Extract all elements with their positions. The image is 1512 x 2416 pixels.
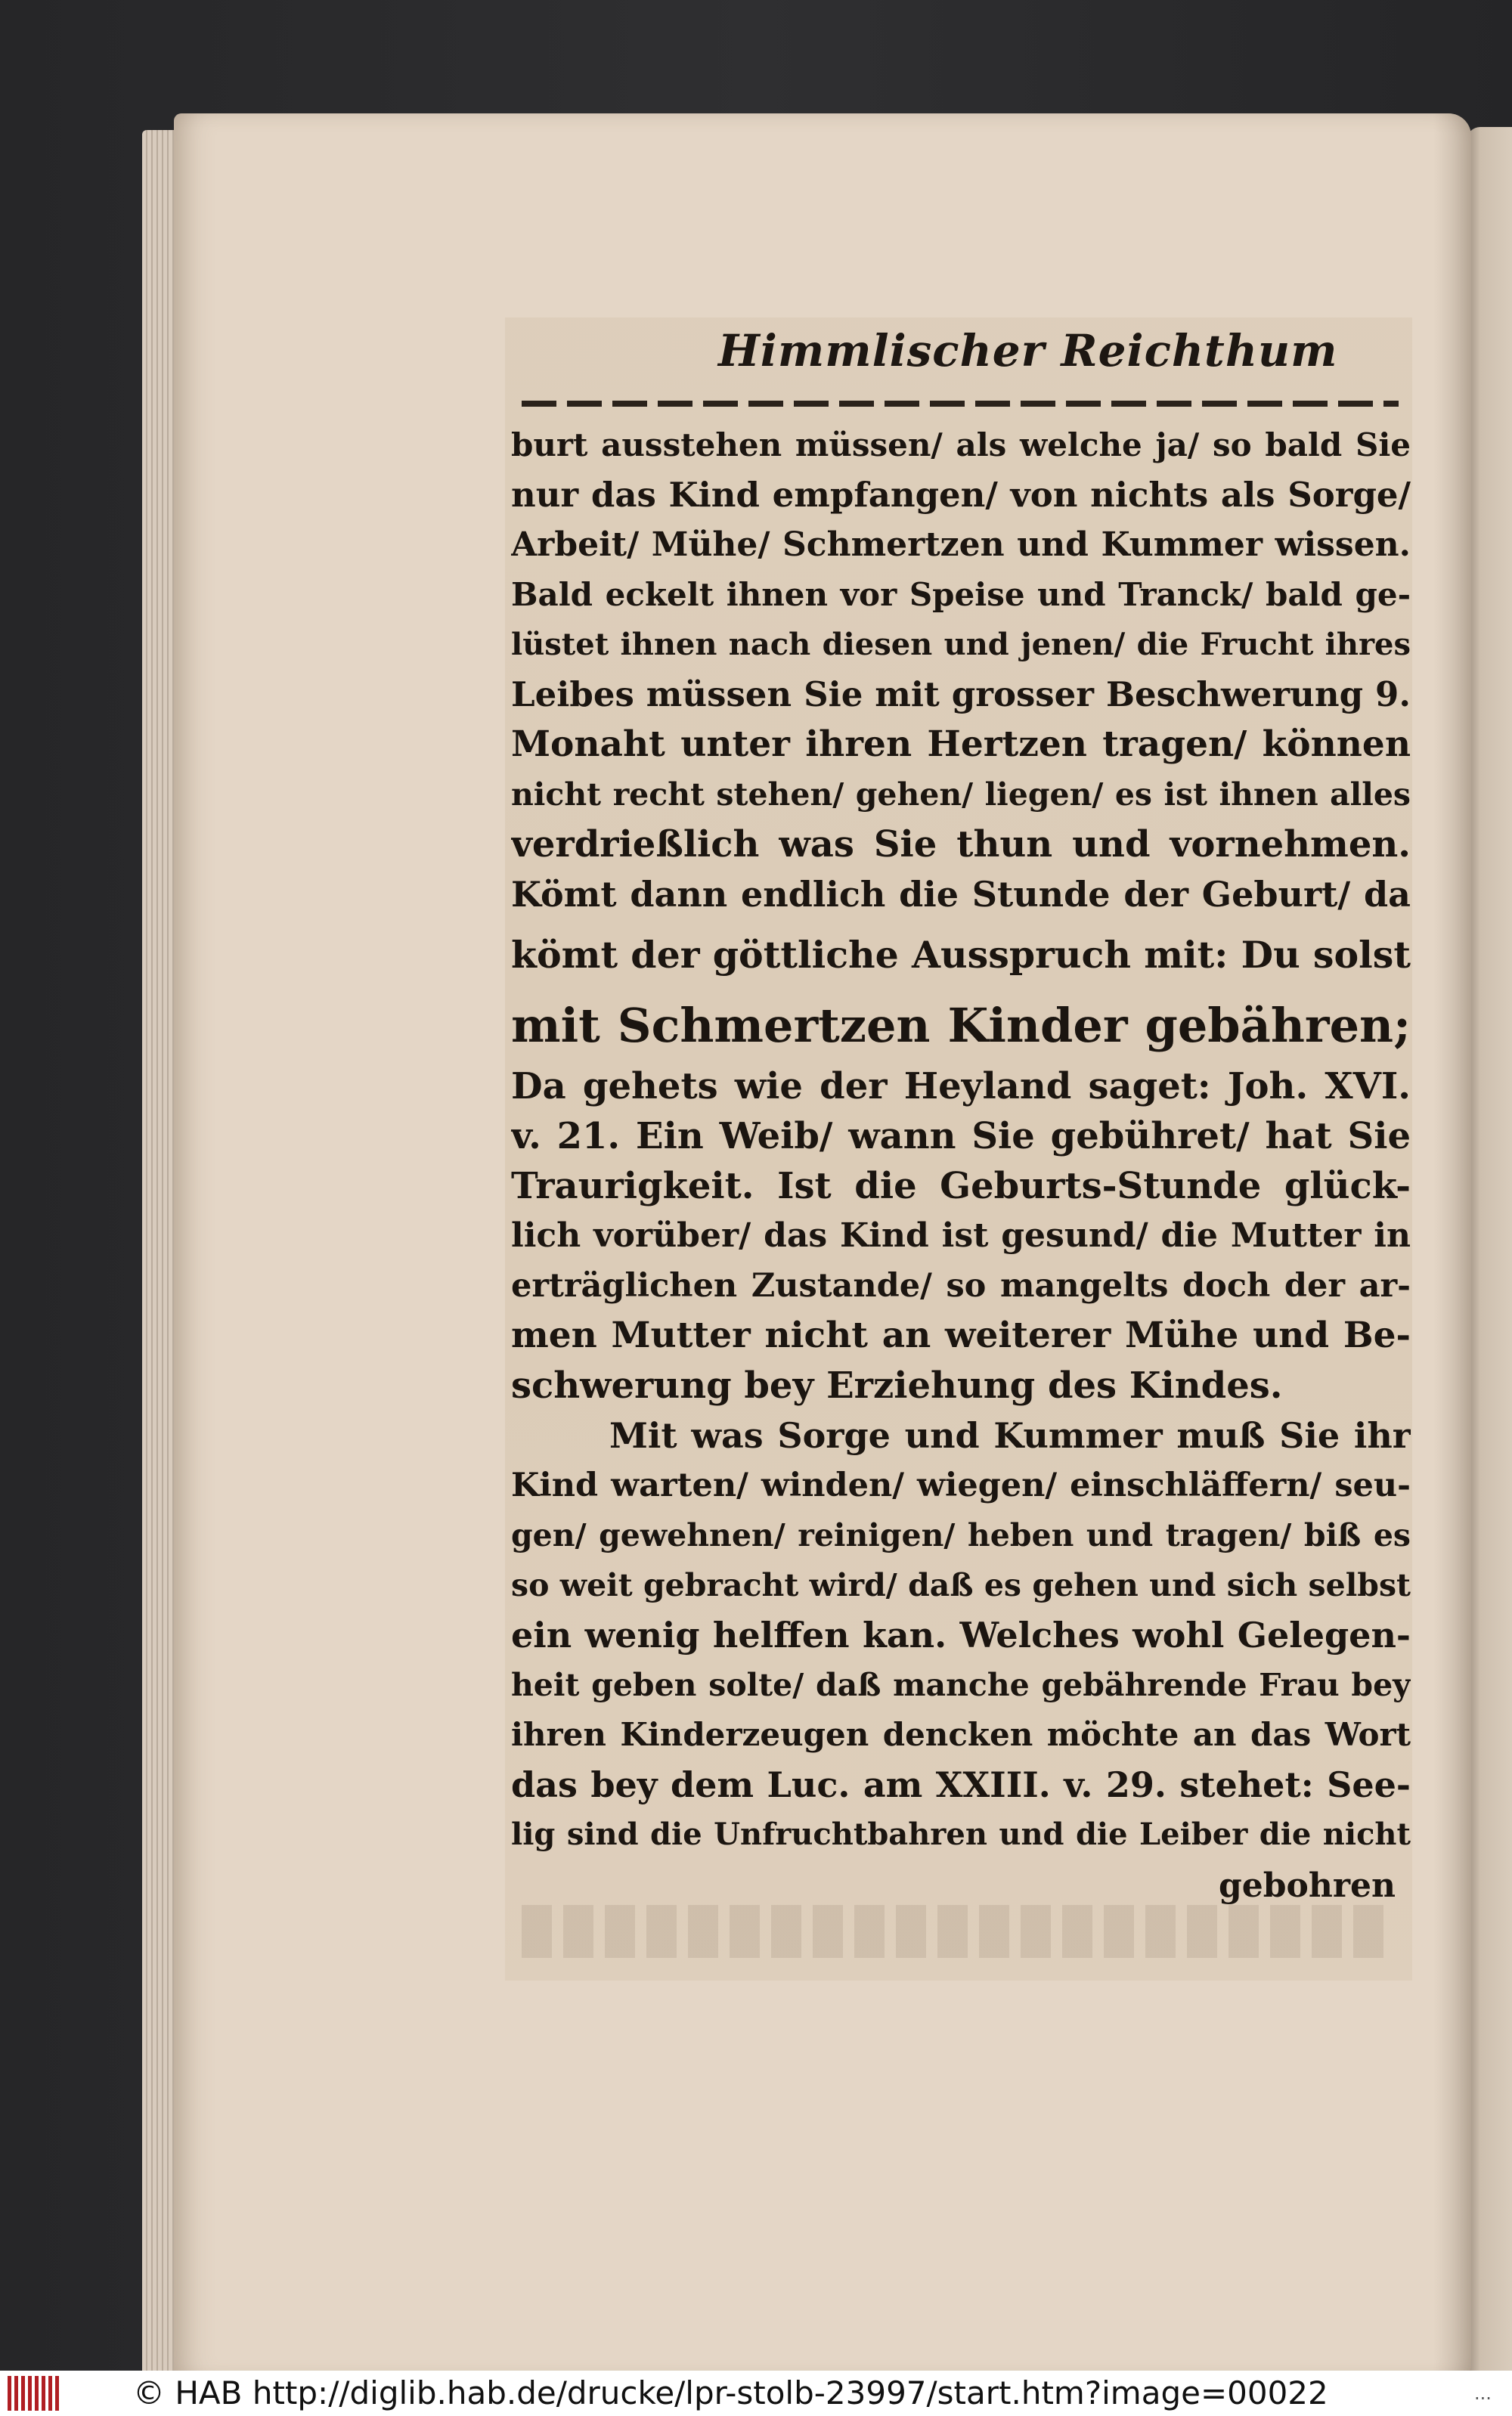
header-rule xyxy=(522,401,1399,407)
text-line: so weit gebracht wird/ daß es gehen und sich selbst xyxy=(511,1567,1411,1603)
text-line: men Mutter nicht an weiterer Mühe und Be- xyxy=(511,1315,1411,1356)
text-line: Arbeit/ Mühe/ Schmertzen und Kummer wissen. xyxy=(511,525,1411,564)
text-line-emphasis: kömt der göttliche Ausspruch mit: Du solst xyxy=(511,933,1411,977)
text-line: erträglichen Zustande/ so mangelts doch der ar- xyxy=(511,1267,1411,1305)
text-line: Da gehets wie der Heyland saget: Joh. XVI. xyxy=(511,1065,1411,1107)
bleed-through xyxy=(522,1905,1391,1958)
text-line: Monaht unter ihren Hertzen tragen/ können xyxy=(511,723,1411,765)
text-line: Leibes müssen Sie mit grosser Beschwerung 9. xyxy=(511,674,1411,714)
text-line: schwerung bey Erziehung des Kindes. xyxy=(511,1364,1283,1407)
text-line-emphasis: mit Schmertzen Kinder gebähren; xyxy=(511,998,1411,1053)
page-shadow xyxy=(1433,113,1471,2378)
text-line: ihren Kinderzeugen dencken möchte an das Wort xyxy=(511,1716,1411,1753)
text-line: verdrießlich was Sie thun und vornehmen. xyxy=(511,823,1411,866)
catchword: gebohren xyxy=(1218,1866,1396,1905)
running-head: Himmlischer Reichthum xyxy=(718,325,1338,376)
hab-logo-icon xyxy=(8,2374,64,2412)
text-line: lich vorüber/ das Kind ist gesund/ die Mutter in xyxy=(511,1216,1411,1255)
more-menu[interactable]: ... xyxy=(1474,2383,1492,2404)
text-line: burt ausstehen müssen/ als welche ja/ so bald Sie xyxy=(511,426,1411,463)
text-line: lüstet ihnen nach diesen und jenen/ die Frucht ihres xyxy=(511,627,1411,662)
footer-credit-link[interactable]: © HAB http://diglib.hab.de/drucke/lpr-stolb-23997/start.htm?image=00022 xyxy=(133,2374,1328,2411)
text-line: gen/ gewehnen/ reinigen/ heben und tragen/ biß es xyxy=(511,1517,1411,1553)
text-line: Traurigkeit. Ist die Geburts-Stunde glück- xyxy=(511,1165,1411,1207)
text-line: Kömt dann endlich die Stunde der Geburt/ da xyxy=(511,874,1411,915)
facing-page-edge xyxy=(1467,127,1512,2380)
text-line: ein wenig helffen kan. Welches wohl Gelegen- xyxy=(511,1615,1411,1656)
text-line: nicht recht stehen/ gehen/ liegen/ es ist ihnen alles xyxy=(511,776,1411,813)
text-line: v. 21. Ein Weib/ wann Sie gebühret/ hat Sie xyxy=(511,1115,1411,1157)
body-text xyxy=(511,420,1411,1913)
text-line: das bey dem Luc. am XXIII. v. 29. stehet: See- xyxy=(511,1764,1411,1805)
text-line: Kind warten/ winden/ wiegen/ einschläffern/ seu- xyxy=(511,1467,1411,1504)
text-line: nur das Kind empfangen/ von nichts als Sorge/ xyxy=(511,475,1411,515)
text-line: Mit was Sorge und Kummer muß Sie ihr xyxy=(609,1415,1411,1456)
text-line: lig sind die Unfruchtbahren und die Leiber die nicht xyxy=(511,1817,1411,1852)
text-line: heit geben solte/ daß manche gebährende Frau bey xyxy=(511,1667,1411,1703)
text-line: Bald eckelt ihnen vor Speise und Tranck/ bald ge- xyxy=(511,576,1411,613)
